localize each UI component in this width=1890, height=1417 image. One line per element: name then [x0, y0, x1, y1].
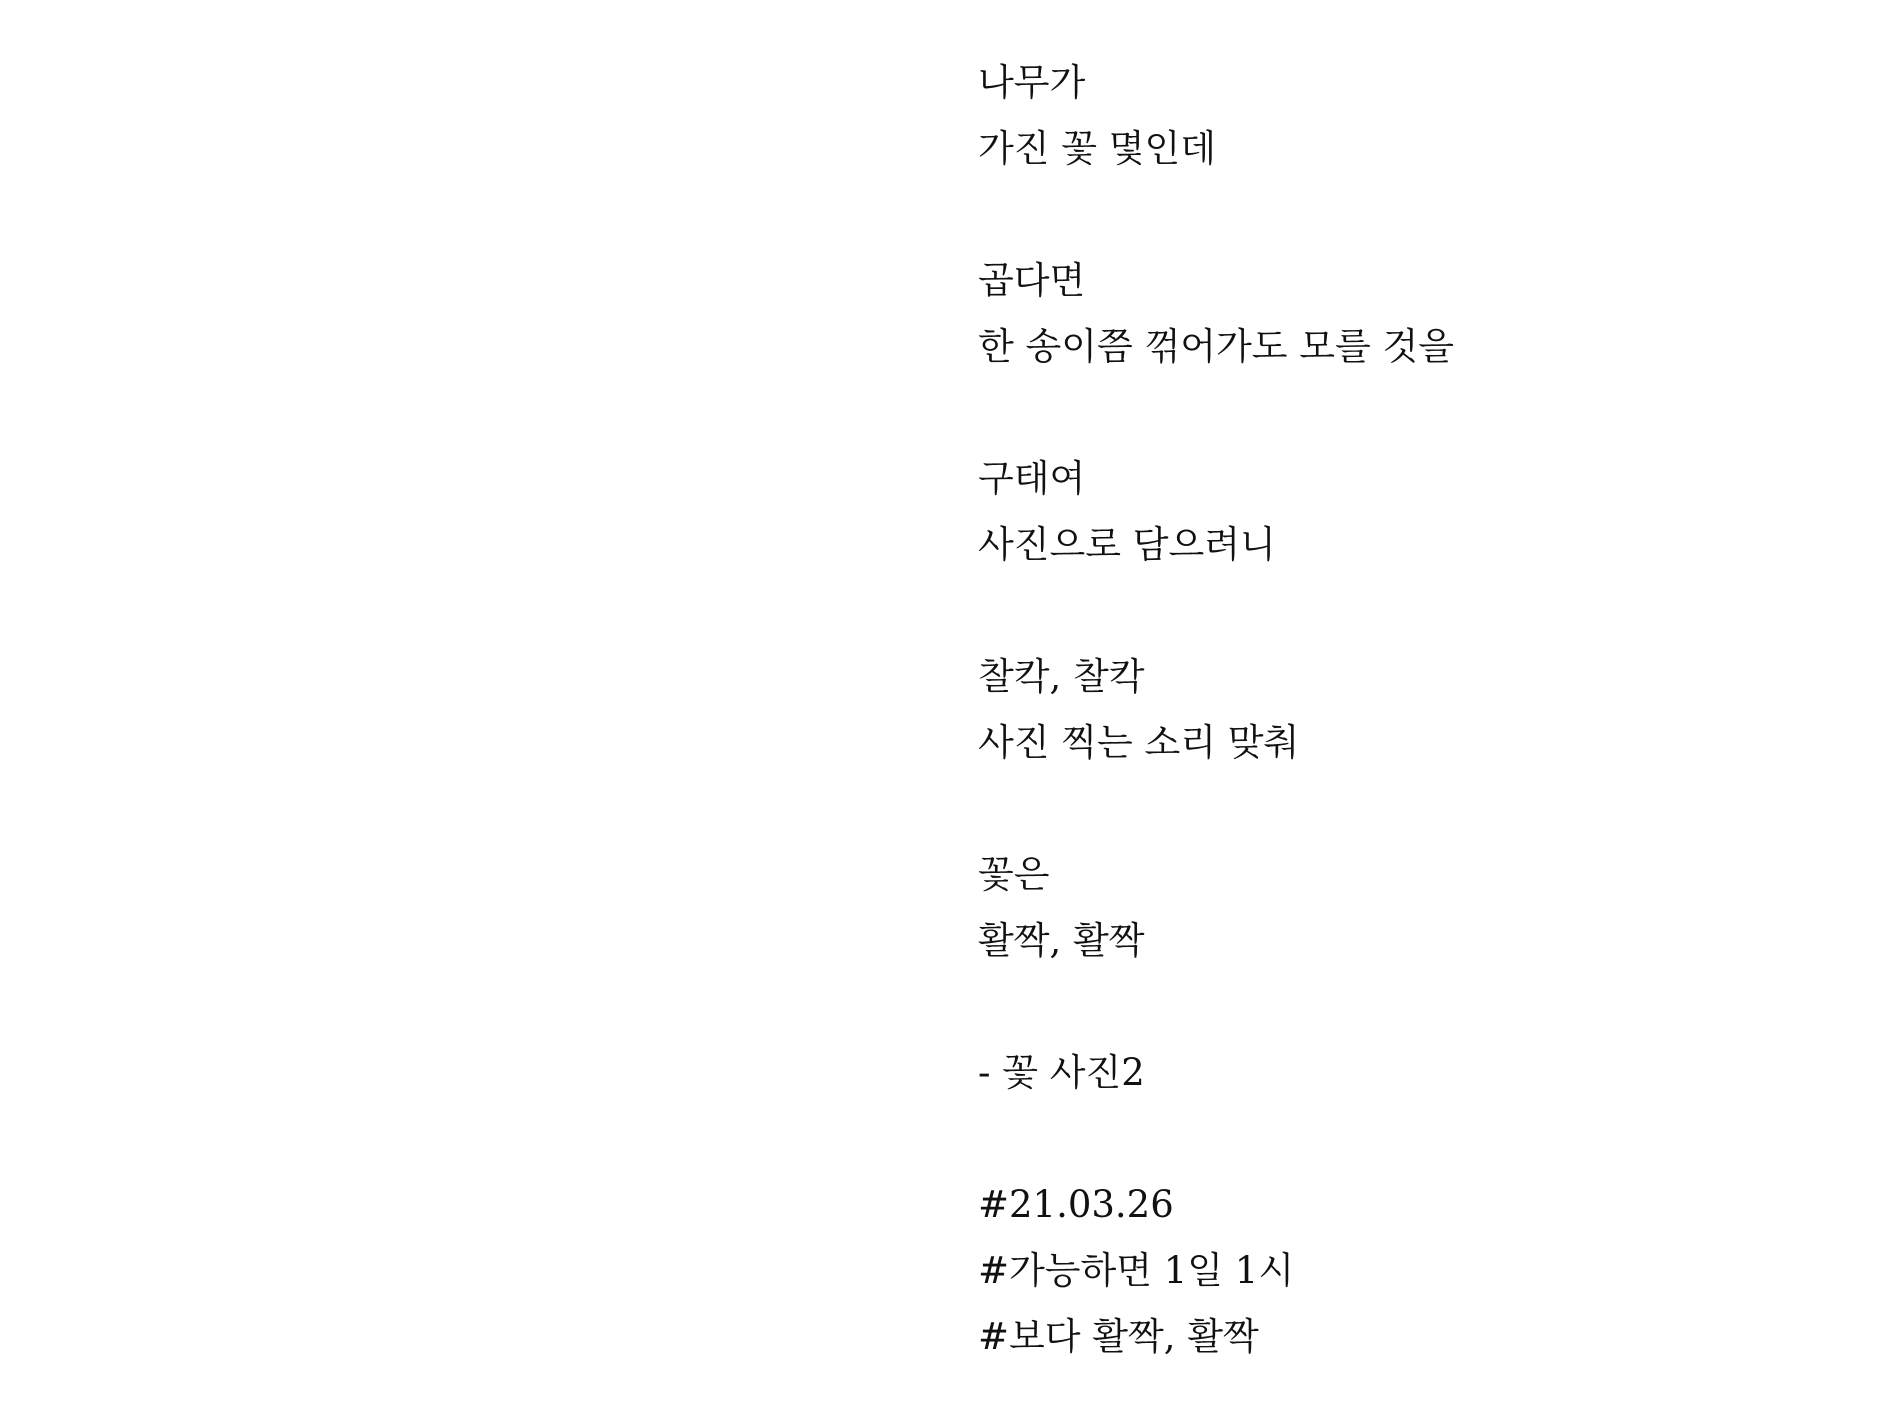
poem-line: 활짝, 활짝: [978, 919, 1145, 962]
poem-line: 나무가: [978, 61, 1086, 104]
hashtag-date: #21.03.26: [978, 1183, 1174, 1226]
poem-title: - 꽃 사진2: [978, 1051, 1145, 1094]
poem-line: 가진 꽃 몇인데: [978, 127, 1216, 170]
poem-line: 한 송이쯤 꺾어가도 모를 것을: [978, 325, 1454, 368]
hashtag: #보다 활짝, 활짝: [978, 1315, 1259, 1358]
poem-line: 찰칵, 찰칵: [978, 655, 1145, 698]
poem-line: 사진 찍는 소리 맞춰: [978, 721, 1300, 764]
poem-line: 꽃은: [978, 853, 1050, 896]
poem-line: 사진으로 담으려니: [978, 523, 1276, 566]
hashtag: #가능하면 1일 1시: [978, 1249, 1295, 1292]
poem-line: 곱다면: [978, 259, 1086, 302]
poem-line: 구태여: [978, 457, 1086, 500]
